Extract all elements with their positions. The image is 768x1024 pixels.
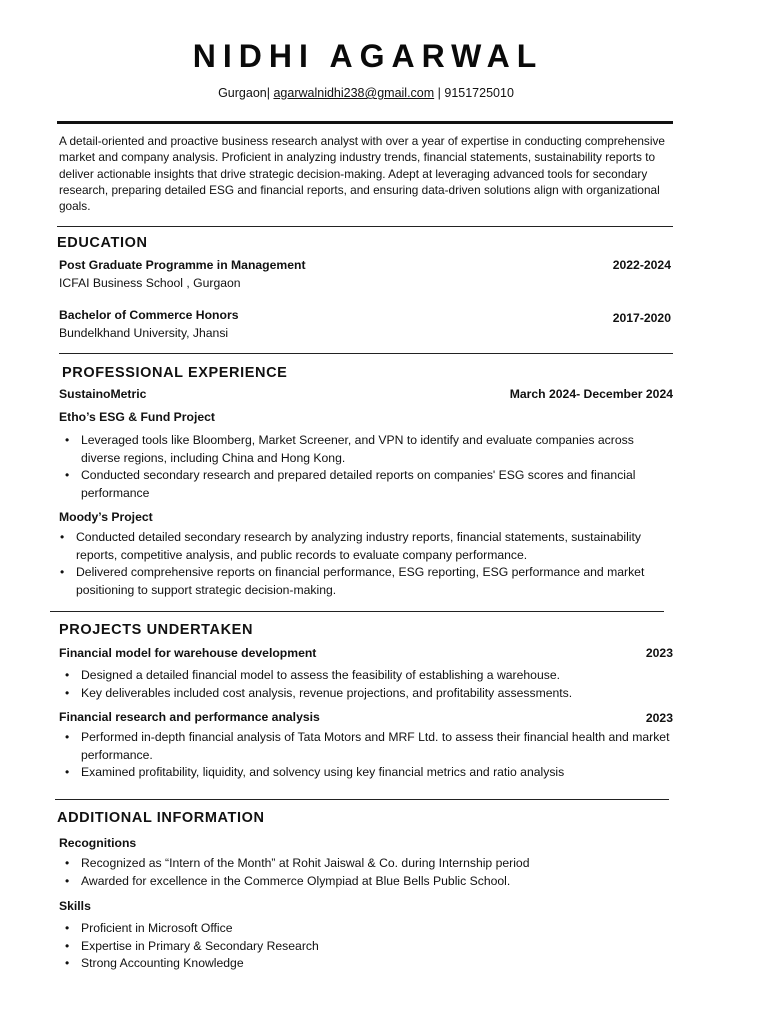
phone-number: 9151725010 (444, 86, 514, 100)
project-bullets (59, 729, 673, 782)
list-item: • Performed in-depth financial analysis of Tata Motors and MRF Ltd. to assess their financial health and market performance. (59, 729, 673, 764)
list-item: • Leveraged tools like Bloomberg, Market Screener, and VPN to identify and evaluate companies across diverse regions, including China and Hong Kong. (59, 432, 659, 467)
contact-line (0, 86, 732, 100)
list-item: • Strong Accounting Knowledge (59, 955, 673, 973)
list-item: • Conducted detailed secondary research by analyzing industry reports, financial statements, sustainability reports, competitive analysis, and public records to evaluate company performance. (54, 529, 664, 564)
location: Gurgaon| (218, 86, 270, 100)
project-bullets (54, 529, 664, 599)
project-name: Etho’s ESG & Fund Project (59, 410, 215, 424)
recognitions-list (59, 855, 673, 890)
skills-heading: Skills (59, 899, 91, 913)
company-name: SustainoMetric (59, 387, 147, 401)
list-item: • Key deliverables included cost analysis, revenue projections, and profitability assessments. (59, 685, 673, 703)
project-year: 2023 (645, 711, 673, 725)
recognitions-heading: Recognitions (59, 836, 137, 850)
education-degree: Post Graduate Programme in Management (59, 258, 306, 272)
list-item: • Delivered comprehensive reports on financial performance, ESG reporting, ESG performance and market positioning to support strategic decision-making. (54, 564, 664, 599)
education-years: 2017-2020 (612, 311, 671, 325)
section-divider (59, 353, 673, 354)
project-title: Financial research and performance analysis (59, 710, 320, 724)
education-years: 2022-2024 (612, 258, 671, 272)
list-item: • Conducted secondary research and prepared detailed reports on companies' ESG scores and financial performance (59, 467, 659, 502)
project-year: 2023 (645, 646, 673, 660)
list-item: • Proficient in Microsoft Office (59, 920, 673, 938)
section-divider (57, 226, 673, 227)
list-item: • Examined profitability, liquidity, and solvency using key financial metrics and ratio analysis (59, 764, 673, 782)
header-divider (57, 121, 673, 124)
list-item: • Designed a detailed financial model to assess the feasibility of establishing a warehouse. (59, 667, 673, 685)
email-link[interactable]: agarwalnidhi238@gmail.com (273, 86, 435, 100)
candidate-name: NIDHI AGARWAL (192, 38, 544, 74)
section-divider (50, 611, 664, 612)
experience-heading: PROFESSIONAL EXPERIENCE (62, 365, 288, 381)
education-degree: Bachelor of Commerce Honors (59, 308, 239, 322)
professional-summary: A detail-oriented and proactive business research analyst with over a year of expertise in conducting comprehensive market and company analysis. Proficient in analyzing industry trends, financial statements, sustainability reports to deliver actionable insights that drive strategic decision-making. Adept at leveraging advanced tools for secondary research, preparing detailed ESG and financial reports, and ensuring data-driven solutions align with organizational goals. (59, 134, 665, 214)
project-bullets (59, 667, 673, 702)
list-item: • Awarded for excellence in the Commerce Olympiad at Blue Bells Public School. (59, 873, 673, 891)
list-item: • Expertise in Primary & Secondary Research (59, 938, 673, 956)
projects-heading: PROJECTS UNDERTAKEN (59, 622, 254, 638)
employment-dates: March 2024- December 2024 (509, 387, 673, 401)
education-school: ICFAI Business School , Gurgaon (59, 276, 241, 290)
section-divider (55, 799, 669, 800)
project-name: Moody’s Project (59, 510, 153, 524)
education-heading: EDUCATION (57, 235, 148, 251)
project-title: Financial model for warehouse development (59, 646, 317, 660)
education-school: Bundelkhand University, Jhansi (59, 326, 229, 340)
project-bullets (59, 432, 659, 502)
additional-heading: ADDITIONAL INFORMATION (57, 810, 265, 826)
contact-separator: | (437, 86, 441, 100)
list-item: • Recognized as “Intern of the Month” at Rohit Jaiswal & Co. during Internship period (59, 855, 673, 873)
skills-list (59, 920, 673, 973)
